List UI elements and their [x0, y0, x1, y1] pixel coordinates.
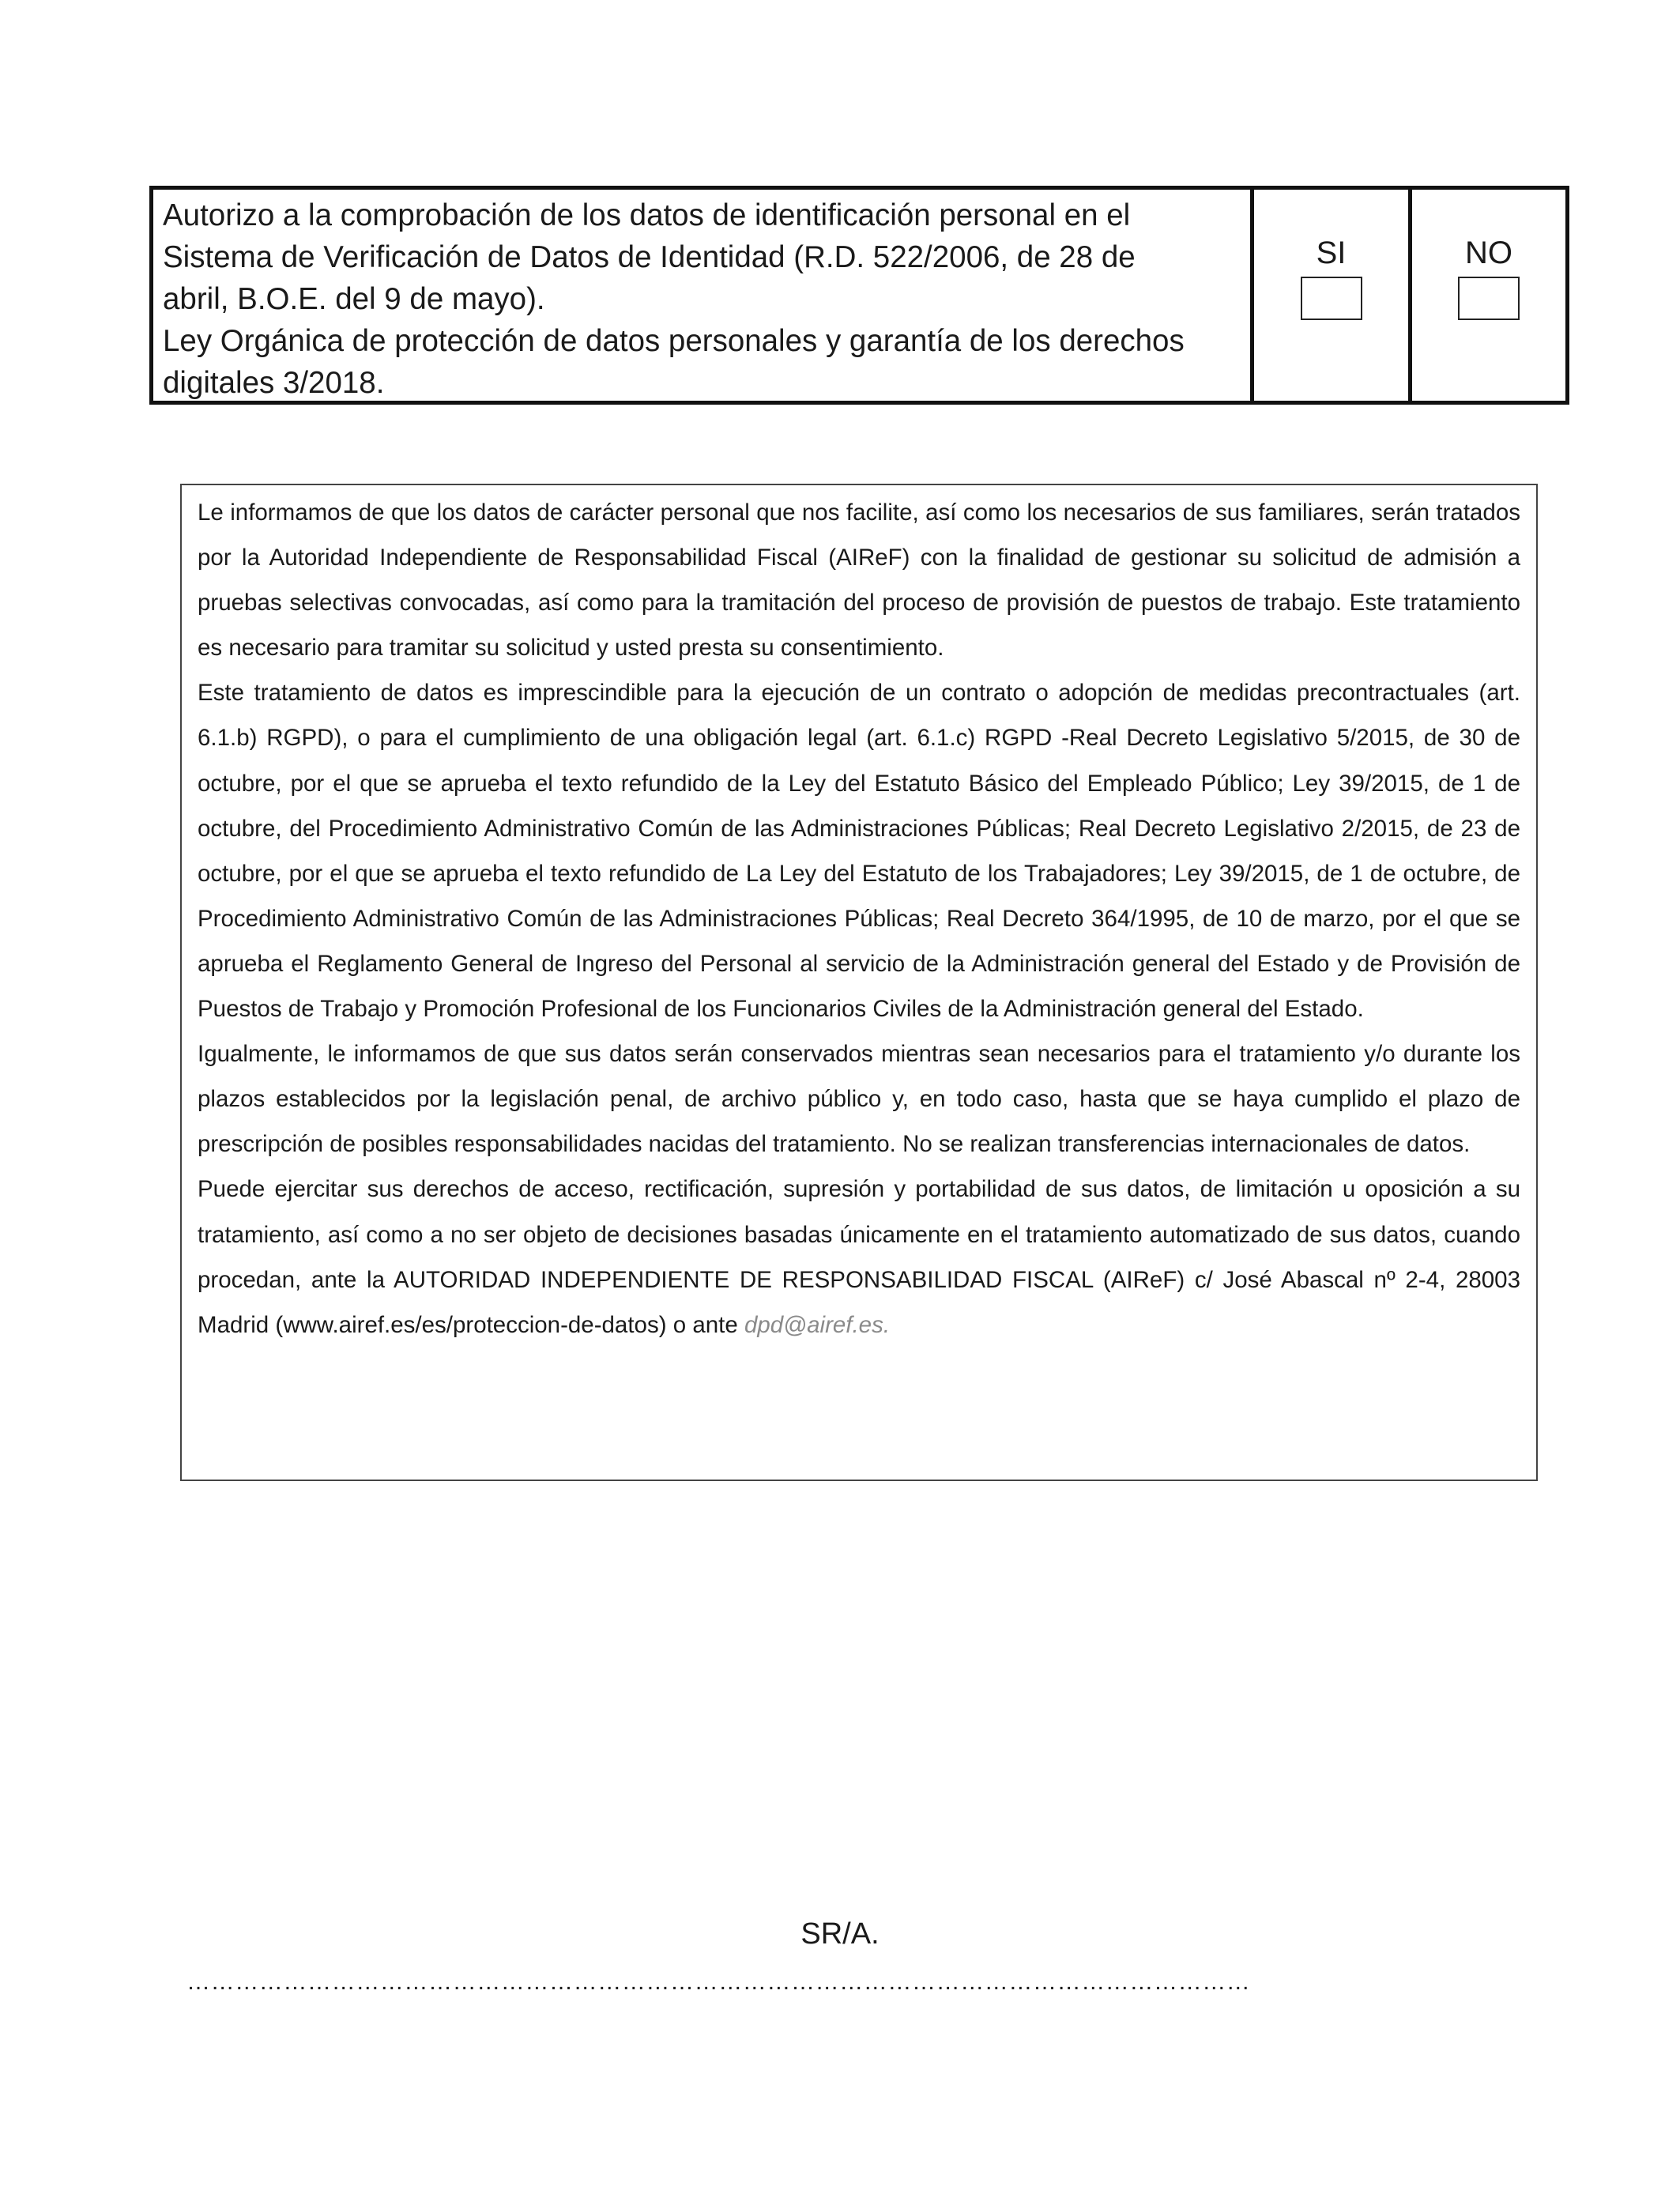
notice-paragraph: Este tratamiento de datos es imprescindible para la ejecución de un contrato o adopción de medidas precontractuales (art. 6.1.b) RGPD), o para el cumplimiento de una obligación legal (art. 6.1.c) RGPD -Real Decreto Legislativo 5/2015, de 30 de octubre, por el que se aprueba el texto refundido de la Ley del Estatuto Básico del Empleado Público; Ley 39/2015, de 1 de octubre, del Procedimiento Administrativo Común de las Administraciones Públicas; Real Decreto Legislativo 2/2015, de 23 de octubre, por el que se aprueba el texto refundido de La Ley del Estatuto de los Trabajadores; Ley 39/2015, de 1 de octubre, de Procedimiento Administrativo Común de las Administraciones Públicas; Real Decreto 364/1995, de 10 de marzo, por el que se aprueba el Reglamento General de Ingreso del Personal al servicio de la Administración general del Estado y de Provisión de Puestos de Trabajo y Promoción Profesional de los Funcionarios Civiles de la Administración general del Estado. [198, 680, 1520, 1023]
no-cell [1412, 190, 1565, 401]
recipient-label: SR/A. [800, 1917, 880, 1951]
authorization-text [153, 190, 1254, 401]
authorization-line: digitales 3/2018. [163, 366, 385, 400]
notice-paragraph: Le informamos de que los datos de carácter personal que nos facilite, así como los necesarios de sus familiares, serán tratados por la Autoridad Independiente de Responsabilidad Fiscal (AIReF) con la finalidad de gestionar su solicitud de admisión a pruebas selectivas convocadas, así como para la tramitación del proceso de provisión de puestos de trabajo. Este tratamiento es necesario para tramitar su solicitud y usted presta su consentimiento. [198, 499, 1520, 662]
contact-email-link[interactable]: dpd@airef.es. [744, 1311, 891, 1338]
authorization-line: Sistema de Verificación de Datos de Identidad (R.D. 522/2006, de 28 de [163, 240, 1136, 274]
notice-rights-text: Puede ejercitar sus derechos de acceso, rectificación, supresión y portabilidad de sus datos, de limitación u oposición a su tratamiento, así como a no ser objeto de decisiones basadas únicamente en el tratamiento automatizado de sus datos, cuando procedan, ante la AUTORIDAD INDEPENDIENTE DE RESPONSABILIDAD FISCAL (AIReF) c/ José Abascal nº 2-4, 28003 Madrid (www.airef.es/es/proteccion-de-datos) o ante [198, 1176, 1520, 1338]
no-label: NO [1465, 236, 1512, 270]
notice-paragraph: Igualmente, le informamos de que sus datos serán conservados mientras sean necesarios para el tratamiento y/o durante los plazos establecidos por la legislación penal, de archivo público y, en todo caso, hasta que se haya cumplido el plazo de prescripción de posibles responsabilidades nacidas del tratamiento. No se realizan transferencias internacionales de datos. [198, 1041, 1520, 1158]
no-checkbox[interactable] [1458, 277, 1520, 320]
authorization-line: abril, B.O.E. del 9 de mayo). [163, 282, 545, 316]
authorization-line: Autorizo a la comprobación de los datos de identificación personal en el [163, 198, 1131, 232]
notice-paragraph [198, 1167, 1520, 1347]
authorization-table [149, 186, 1569, 405]
yes-cell [1254, 190, 1412, 401]
recipient-dotted-line: …………………………………………………………………………………………………………………… [186, 1969, 1251, 1995]
yes-checkbox[interactable] [1301, 277, 1362, 320]
privacy-notice [180, 484, 1538, 1481]
yes-label: SI [1316, 236, 1347, 270]
authorization-line: Ley Orgánica de protección de datos personales y garantía de los derechos [163, 324, 1185, 358]
